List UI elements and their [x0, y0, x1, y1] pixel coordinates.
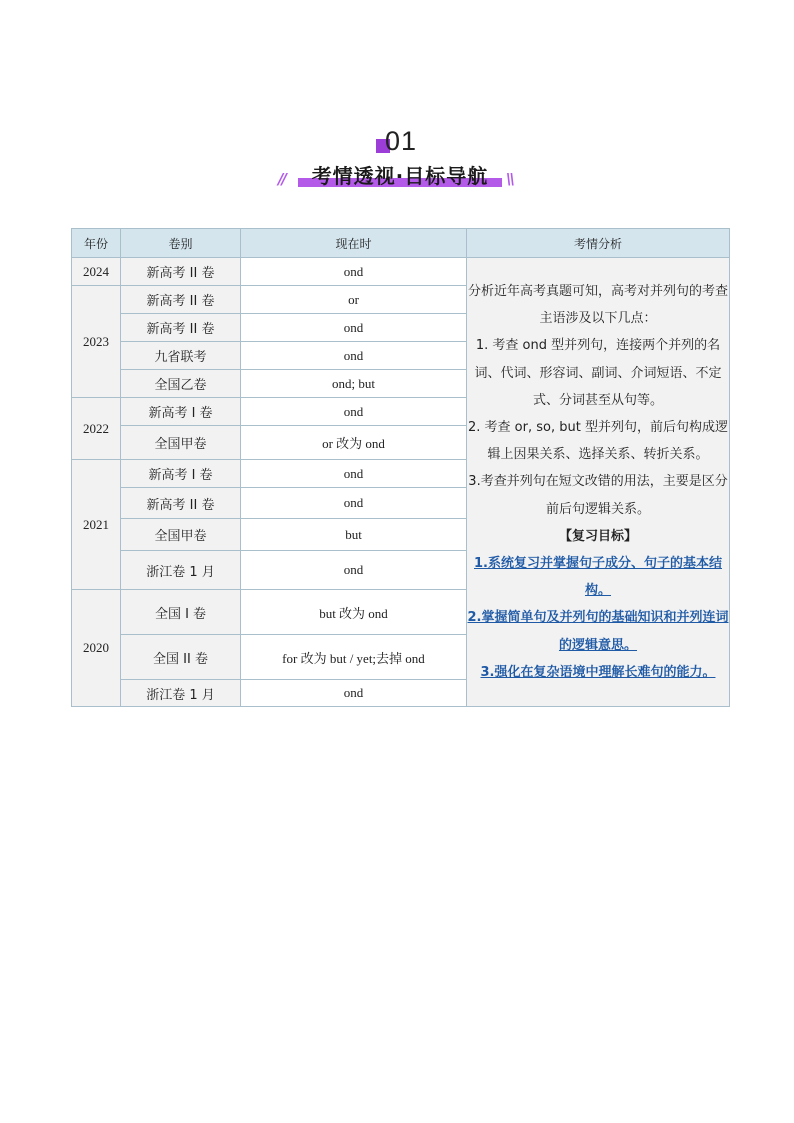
point-cell: ond — [241, 460, 467, 488]
point-cell: ond — [241, 342, 467, 370]
year-cell: 2020 — [72, 590, 121, 707]
header-year: 年份 — [72, 229, 121, 258]
paper-cell: 浙江卷 1 月 — [121, 551, 241, 590]
paper-cell: 全国甲卷 — [121, 426, 241, 460]
paper-cell: 新高考 II 卷 — [121, 314, 241, 342]
analysis-intro: 分析近年高考真题可知，高考对并列句的考查主语涉及以下几点： — [467, 283, 728, 327]
paper-cell: 全国 I 卷 — [121, 590, 241, 635]
analysis-point: 3.考查并列句在短文改错的用法，主要是区分前后句逻辑关系。 — [468, 474, 728, 517]
paper-cell: 全国乙卷 — [121, 370, 241, 398]
paper-cell: 浙江卷 1 月 — [121, 680, 241, 707]
section-header — [0, 0, 794, 200]
section-title: 考情透视·目标导航 — [311, 164, 489, 188]
point-cell: ond — [241, 488, 467, 519]
point-cell: ond — [241, 258, 467, 286]
analysis-point: 1. 考查 ond 型并列句，连接两个并列的名词、代词、形容词、副词、介词短语、不定式、分词甚至从句等。 — [474, 338, 722, 408]
paper-cell: 新高考 I 卷 — [121, 460, 241, 488]
point-cell: but 改为 ond — [241, 590, 467, 635]
paper-cell: 新高考 II 卷 — [121, 488, 241, 519]
exam-analysis-table — [71, 228, 730, 707]
decorative-slash-left-icon: // — [278, 170, 285, 188]
point-cell: ond; but — [241, 370, 467, 398]
point-cell: or — [241, 286, 467, 314]
paper-cell: 全国 II 卷 — [121, 635, 241, 680]
point-cell: ond — [241, 680, 467, 707]
point-cell: ond — [241, 551, 467, 590]
paper-cell: 新高考 II 卷 — [121, 258, 241, 286]
analysis-point: 2. 考查 or, so, but 型并列句，前后句构成逻辑上因果关系、选择关系、转折关系。 — [468, 419, 728, 463]
header-analysis: 考情分析 — [467, 229, 730, 258]
point-cell: ond — [241, 314, 467, 342]
table-row — [72, 258, 730, 286]
year-cell: 2023 — [72, 286, 121, 398]
header-paper: 卷别 — [121, 229, 241, 258]
analysis-cell — [467, 258, 730, 707]
paper-cell: 新高考 II 卷 — [121, 286, 241, 314]
point-cell: but — [241, 519, 467, 551]
goals-heading: 【复习目标】 — [558, 528, 637, 544]
point-cell: or 改为 ond — [241, 426, 467, 460]
header-point: 现在时 — [241, 229, 467, 258]
point-cell: for 改为 but / yet;去掉 ond — [241, 635, 467, 680]
year-cell: 2021 — [72, 460, 121, 590]
paper-cell: 九省联考 — [121, 342, 241, 370]
goal-item: 3.强化在复杂语境中理解长难句的能力。 — [480, 664, 716, 680]
goal-item: 2.掌握简单句及并列句的基础知识和并列连词的逻辑意思。 — [467, 610, 729, 653]
goal-item: 1.系统复习并掌握句子成分、句子的基本结构。 — [474, 556, 722, 599]
section-number: 01 — [385, 126, 418, 156]
decorative-slash-right-icon: \\ — [506, 170, 513, 188]
table-header-row — [72, 229, 730, 258]
paper-cell: 全国甲卷 — [121, 519, 241, 551]
paper-cell: 新高考 I 卷 — [121, 398, 241, 426]
point-cell: ond — [241, 398, 467, 426]
year-cell: 2024 — [72, 258, 121, 286]
year-cell: 2022 — [72, 398, 121, 460]
